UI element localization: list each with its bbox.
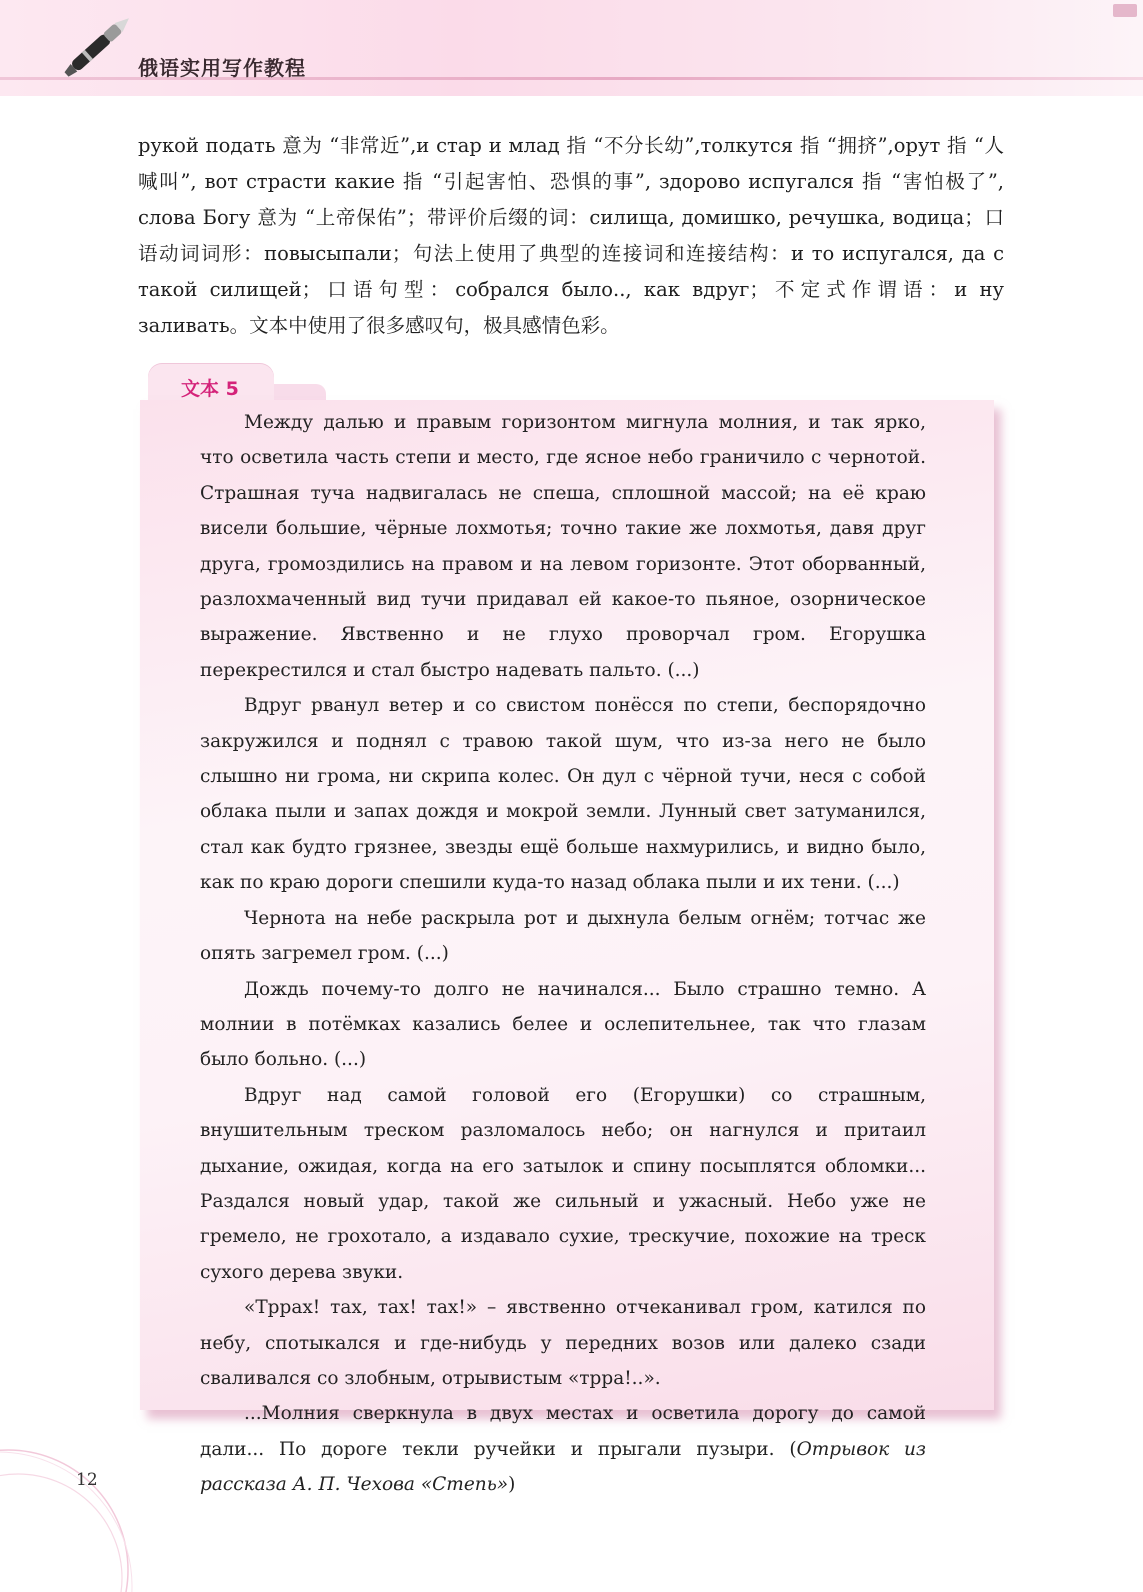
corner-decoration bbox=[1113, 4, 1137, 17]
source-citation: Отрывок из рассказа А. П. Чехова «Степь» bbox=[200, 1438, 926, 1496]
last-paragraph-text: ...Молния сверкнула в двух местах и осветила дорогу до самой дали... По дороге текли ручейки и прыгали пузыри. ( bbox=[200, 1403, 926, 1460]
page-number: 12 bbox=[76, 1470, 98, 1490]
paragraph: Дождь почему-то долго не начинался... Было страшно темно. А молнии в потёмках казались белее и ослепительнее, так что глазам было больно. (...) bbox=[200, 978, 926, 1071]
paragraph: Вдруг рванул ветер и со свистом понёсся по степи, беспорядочно закружился и поднял с травою такой шум, что из-за него не было слышно ни грома, ни скрипа колес. Он дул с чёрной тучи, неся с собой облака пыли и запах дождя и мокрой земли. Лунный свет затуманился, стал как будто грязнее, звезды ещё больше нахмурились, и видно было, как по краю дороги спешили куда-то назад облака пыли и их тени. (...) bbox=[200, 695, 926, 894]
header-band bbox=[0, 0, 1143, 96]
intro-paragraph: рукой подать 意为 “非常近”,и стар и млад 指 “不分长幼”,толкутся 指 “拥挤”,орут 指 “人喊叫”, вот страсти какие 指 “引起害怕、恐惧的事”, здорово испугался 指 “害怕极了”, слова Богу 意为 “上帝保佑”；带评价后缀的词：силища, домишко, речушка, водица；口语动词词形：повысыпали；句法上使用了典型的连接词和连接结构：и то испугался, да с такой силищей；口语句型：собрался было.., как вдруг；不定式作谓语：и ну заливать。文本中使用了很多感叹句，极具感情色彩。 bbox=[138, 134, 1004, 337]
paragraph-last bbox=[200, 1396, 926, 1502]
fountain-pen-icon bbox=[52, 8, 142, 86]
text-body bbox=[200, 405, 926, 1503]
paragraph: Чернота на небе раскрыла рот и дыхнула белым огнём; тотчас же опять загремел гром. (...) bbox=[200, 907, 926, 965]
closing-paren: ) bbox=[508, 1474, 516, 1496]
text-tab-label: 文本 5 bbox=[181, 378, 239, 400]
paragraph: Между далью и правым горизонтом мигнула молния, и так ярко, что осветила часть степи и место, где ясное небо граничило с чернотой. Страшная туча надвигалась не спеша, сплошной массой; на её краю висели большие, чёрные лохмотья; точно такие же лохмотья, давя друг друга, громоздились на правом и на левом горизонте. Этот оборванный, разлохмаченный вид тучи придавал ей какое-то пьяное, озорническое выражение. Явственно и не глухо проворчал гром. Егорушка перекрестился и стал быстро надевать пальто. (...) bbox=[200, 412, 926, 681]
paragraph: «Тррах! тах, тах! тах!» – явственно отчеканивал гром, катился по небу, спотыкался и где-нибудь у передних возов или далеко сзади сваливался со злобным, отрывистым «трра!..». bbox=[200, 1297, 926, 1389]
paragraph: Вдруг над самой головой его (Егорушки) со страшным, внушительным треском разломалось небо; он нагнулся и притаил дыхание, ожидая, когда на его затылок и спину посыплятся обломки... Раздался новый удар, такой же сильный и ужасный. Небо уже не гремело, не грохотало, а издавало сухие, трескучие, похожие на треск сухого дерева звуки. bbox=[200, 1084, 926, 1283]
book-title: 俄语实用写作教程 bbox=[138, 56, 306, 80]
corner-circles-decoration bbox=[0, 1440, 150, 1592]
